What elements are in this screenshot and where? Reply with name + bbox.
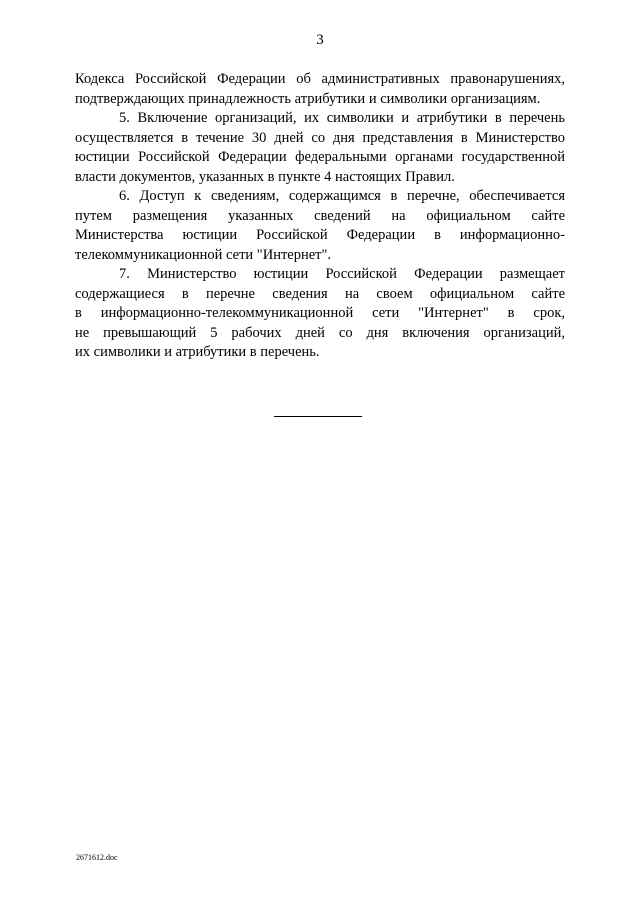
- text-line: власти документов, указанных в пункте 4 настоящих Правил.: [75, 168, 455, 185]
- text-line: Министерства юстиции Российской Федерации в информационно-: [75, 227, 565, 243]
- text-line: подтверждающих принадлежность атрибутики и символики организациям.: [75, 90, 541, 107]
- text-line: 6. Доступ к сведениям, содержащимся в перечне, обеспечивается: [119, 188, 565, 204]
- text-line: их символики и атрибутики в перечень.: [75, 344, 320, 360]
- text-line: 5. Включение организаций, их символики и атрибутики в перечень: [119, 110, 565, 126]
- text-line: Кодекса Российской Федерации об административных правонарушениях,: [75, 71, 565, 87]
- text-line: путем размещения указанных сведений на официальном сайте: [75, 207, 565, 224]
- file-reference: 2671612.doc: [76, 853, 118, 862]
- text-line: юстиции Российской Федерации федеральными органами государственной: [75, 149, 565, 165]
- paragraph-continuation: [75, 70, 565, 109]
- text-line: в информационно-телекоммуникационной сети "Интернет" в срок,: [75, 305, 565, 321]
- paragraph-item-7: [75, 265, 565, 363]
- text-line: не превышающий 5 рабочих дней со дня включения организаций,: [75, 324, 565, 341]
- text-line: осуществляется в течение 30 дней со дня представления в Министерство: [75, 129, 565, 146]
- end-separator-line: [274, 416, 362, 417]
- paragraph-item-5: [75, 109, 565, 187]
- text-line: телекоммуникационной сети "Интернет".: [75, 246, 332, 263]
- page-number: 3: [316, 32, 324, 48]
- text-line: 7. Министерство юстиции Российской Федерации размещает: [119, 266, 565, 282]
- text-line: содержащиеся в перечне сведения на своем официальном сайте: [75, 285, 565, 302]
- paragraph-item-6: [75, 187, 565, 265]
- document-body: [75, 70, 565, 363]
